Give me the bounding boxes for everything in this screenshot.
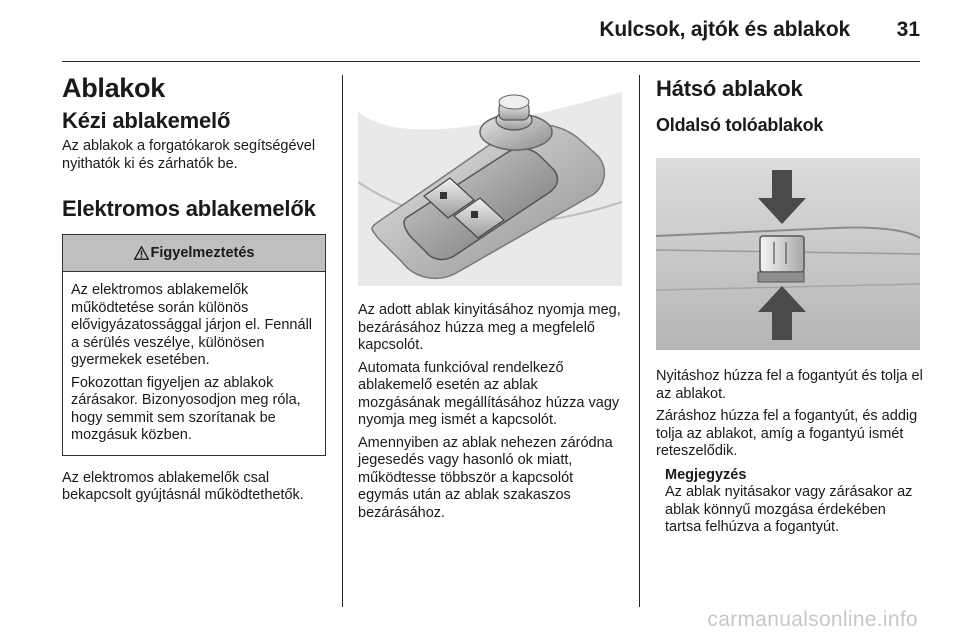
note-text: Az ablak nyitásakor vagy zárásakor az ablak könnyű mozgása érdekében tartsa felhúzva a fogantyút. [665, 484, 913, 535]
warning-title: Figyelmeztetés [150, 245, 255, 261]
section-title-windows: Ablakok [62, 73, 165, 103]
warning-triangle-icon [134, 246, 149, 260]
rear-windows-title: Hátsó ablakok [656, 76, 803, 101]
icing-text: Amennyiben az ablak nehezen záródna jegesedés vagy hasonló ok miatt, működtesse többször a kapcsolót egymás után az ablak szakaszos bezárásához. [358, 434, 613, 521]
warning-header [63, 235, 325, 272]
column-divider-2 [639, 75, 640, 607]
column-3 [656, 72, 924, 537]
page-header [0, 0, 960, 60]
sliding-window-figure [656, 158, 920, 350]
warning-paragraph-2: Fokozottan figyeljen az ablakok zárásakor. Bizonyosodjon meg róla, hogy semmit sem szorítanak be mozgásuk közben. [71, 374, 301, 443]
watermark: carmanualsonline.info [707, 608, 918, 631]
header-rule [62, 61, 920, 62]
note-block [656, 467, 924, 537]
closing-text: Záráshoz húzza fel a fogantyút, és addig tolja az ablakot, amíg a fogantyú ismét reteszelődik. [656, 408, 918, 459]
auto-function-text: Automata funkcióval rendelkező ablakemelő esetén az ablak mozgásának megállításához húzza vagy nyomja meg ismét a kapcsolót. [358, 359, 620, 428]
sliding-window-illustration [656, 158, 920, 350]
column-divider-1 [342, 75, 343, 607]
electric-window-title: Elektromos ablakemelők [62, 196, 316, 221]
electric-window-text: Az elektromos ablakemelők csal bekapcsolt gyújtásnál működtethetők. [62, 469, 304, 503]
window-switch-illustration [358, 72, 622, 286]
warning-paragraph-1: Az elektromos ablakemelők működtetése során különös elővigyázatossággal járjon el. Fennáll a sérülés veszélye, különösen gyermekek esetében. [71, 282, 313, 368]
manual-window-text: Az ablakok a forgatókarok segítségével nyithatók ki és zárhatók be. [62, 138, 316, 172]
warning-body [63, 272, 325, 455]
manual-window-title: Kézi ablakemelő [62, 108, 231, 133]
page-number: 31 [896, 18, 920, 41]
switch-usage-text: Az adott ablak kinyitásához nyomja meg, bezárásához húzza meg a megfelelő kapcsolót. [358, 302, 621, 353]
sliding-windows-title: Oldalsó tolóablakok [656, 115, 824, 135]
note-title: Megjegyzés [665, 466, 747, 483]
column-2 [358, 72, 622, 522]
window-switch-figure [358, 72, 622, 286]
column-1 [62, 72, 330, 505]
warning-box [62, 234, 326, 456]
opening-text: Nyitáshoz húzza fel a fogantyút és tolja el az ablakot. [656, 368, 923, 402]
header-title: Kulcsok, ajtók és ablakok [599, 18, 850, 41]
